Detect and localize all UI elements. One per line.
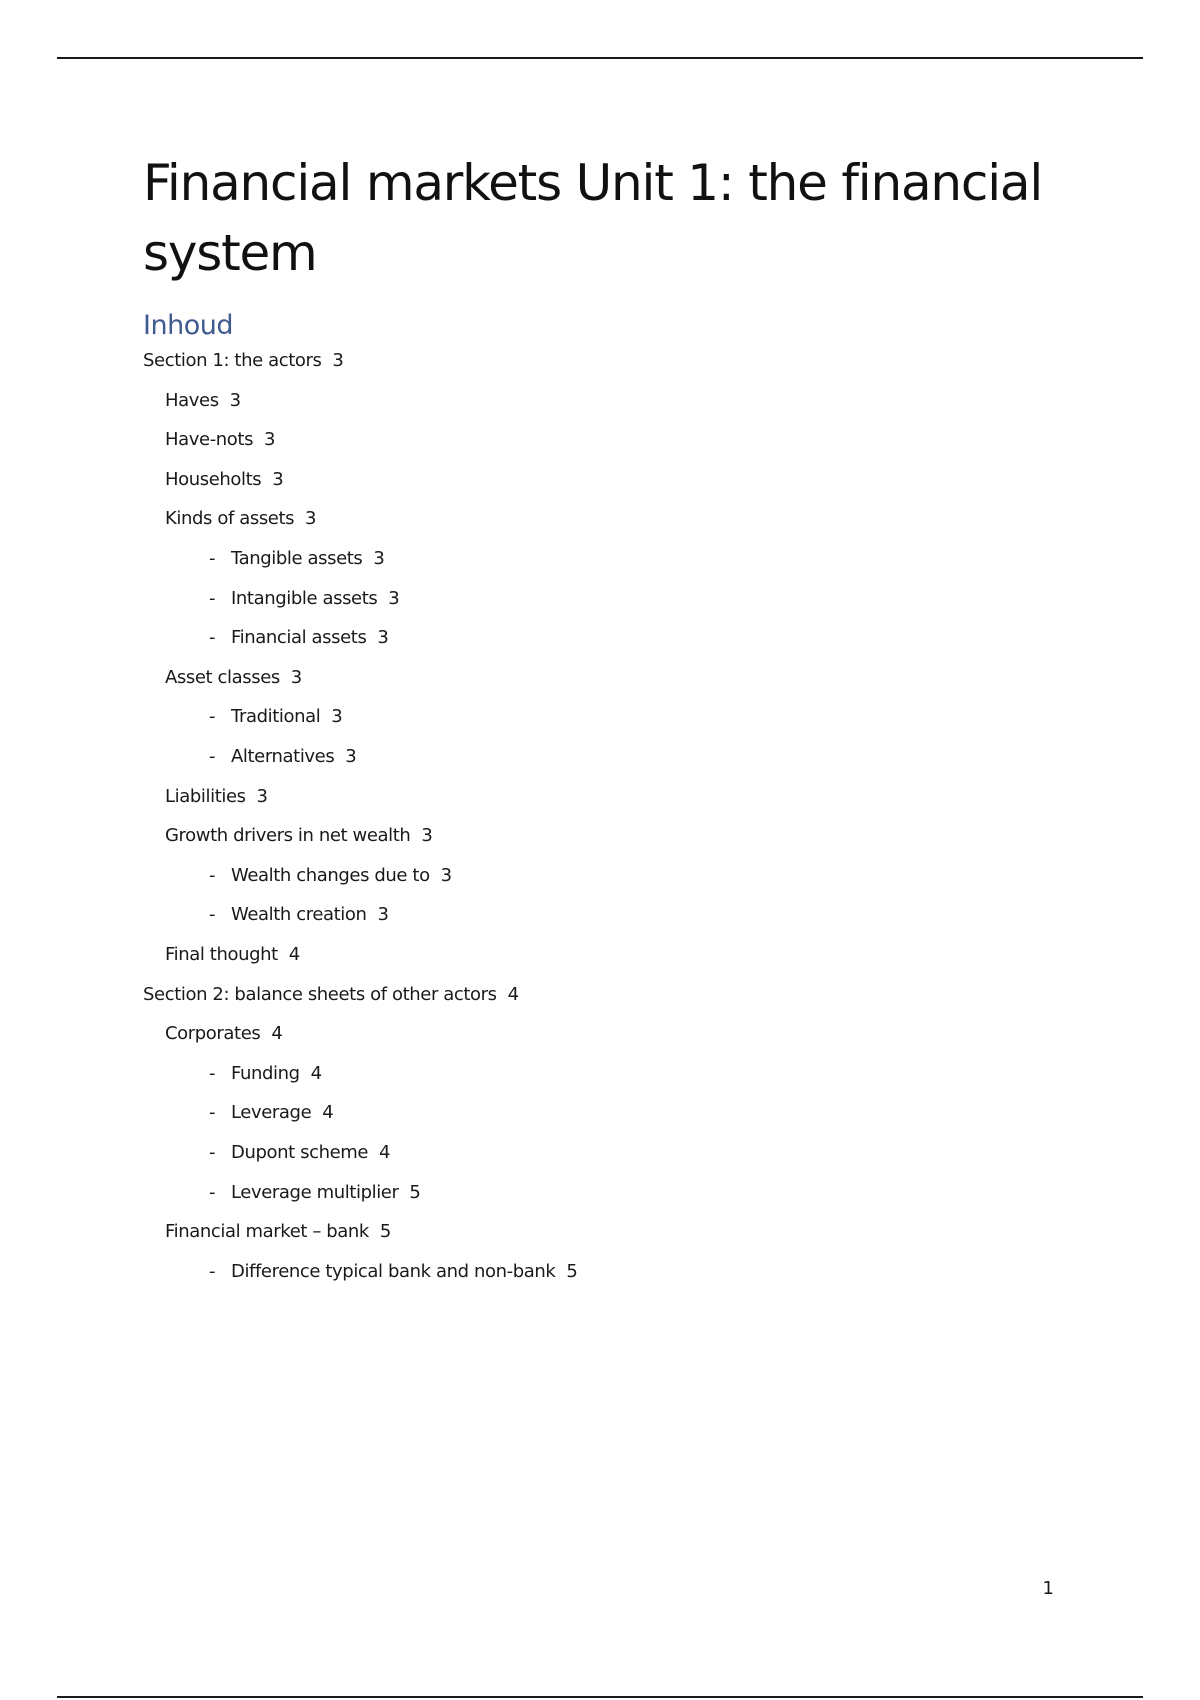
toc-entry-bullet: - [209, 548, 216, 569]
toc-entry-page-number: 3 [373, 548, 385, 569]
toc-entry-label: Difference typical bank and non-bank [231, 1261, 556, 1282]
toc-entry-bullet: - [209, 627, 216, 648]
toc-entry-label: Final thought [165, 944, 278, 965]
toc-entry-bullet: - [209, 588, 216, 609]
toc-entry-label: Corporates [165, 1023, 261, 1044]
toc-entry-bullet: - [209, 706, 216, 727]
toc-entry-page-number: 4 [288, 944, 300, 965]
footer-rule [57, 1696, 1143, 1698]
header-rule [57, 57, 1143, 59]
toc-entry-page-number: 3 [421, 825, 433, 846]
toc-entry-page-number: 3 [345, 746, 357, 767]
toc-entry-label: Section 2: balance sheets of other actors [143, 984, 497, 1005]
toc-entry-label: Intangible assets [231, 588, 378, 609]
toc-entry-label: Have-nots [165, 429, 254, 450]
toc-entry-page-number: 3 [290, 667, 302, 688]
toc-entry-label: Traditional [231, 706, 321, 727]
toc-entry-label: Funding [231, 1063, 300, 1084]
toc-entry-page-number: 5 [409, 1182, 421, 1203]
toc-entry-label: Growth drivers in net wealth [165, 825, 411, 846]
toc-entry-page-number: 3 [256, 786, 268, 807]
toc-entry-page-number: 4 [379, 1142, 391, 1163]
toc-entry-page-number: 5 [566, 1261, 578, 1282]
toc-entry-label: Wealth changes due to [231, 865, 430, 886]
toc-entry-label: Wealth creation [231, 904, 367, 925]
toc-entry-page-number: 3 [229, 390, 241, 411]
toc-entry-bullet: - [209, 1142, 216, 1163]
toc-entry-label: Leverage multiplier [231, 1182, 399, 1203]
toc-entry-label: Householts [165, 469, 262, 490]
toc-entry-bullet: - [209, 904, 216, 925]
toc-entry-label: Kinds of assets [165, 508, 295, 529]
toc-entry-bullet: - [209, 746, 216, 767]
toc-entry-bullet: - [209, 1063, 216, 1084]
toc-entry-bullet: - [209, 1261, 216, 1282]
toc-entry-bullet: - [209, 865, 216, 886]
toc-entry-page-number: 3 [377, 904, 389, 925]
toc-entry-page-number: 3 [388, 588, 400, 609]
toc-entry-page-number: 3 [377, 627, 389, 648]
toc-entry-label: Alternatives [231, 746, 335, 767]
toc-entry-page-number: 3 [263, 429, 276, 450]
toc-entry-page-number: 3 [305, 508, 317, 529]
toc-heading: Inhoud [143, 310, 233, 341]
toc-entry-page-number: 3 [272, 469, 284, 490]
toc-entry-label: Financial assets [231, 627, 367, 648]
toc-entry-page-number: 5 [379, 1221, 391, 1242]
toc-entry-page-number: 3 [440, 865, 452, 886]
toc-entry-page-number: 4 [310, 1063, 322, 1084]
toc-entry-label: Section 1: the actors [143, 350, 322, 371]
toc-entry-page-number: 3 [332, 350, 344, 371]
toc-entry-label: Leverage [231, 1102, 312, 1123]
toc-entry-bullet: - [209, 1182, 216, 1203]
toc-entry-label: Tangible assets [231, 548, 363, 569]
toc-entry-page-number: 4 [507, 984, 519, 1005]
toc-entry-page-number: 4 [271, 1023, 283, 1044]
toc-entry-label: Liabilities [165, 786, 246, 807]
toc-entry-page-number: 4 [322, 1102, 334, 1123]
document-title: Financial markets Unit 1: the financial system [143, 154, 1043, 282]
toc-entry[interactable] [143, 981, 519, 1009]
toc-entry-bullet: - [209, 1102, 216, 1123]
toc-entry-label: Dupont scheme [231, 1142, 369, 1163]
toc-entry[interactable] [143, 347, 344, 375]
toc-entry-label: Financial market – bank [165, 1221, 369, 1242]
toc-entry-page-number: 3 [331, 706, 343, 727]
toc-entry-label: Haves [165, 390, 219, 411]
page-number: 1 [1042, 1578, 1054, 1599]
toc-entry-label: Asset classes [165, 667, 280, 688]
